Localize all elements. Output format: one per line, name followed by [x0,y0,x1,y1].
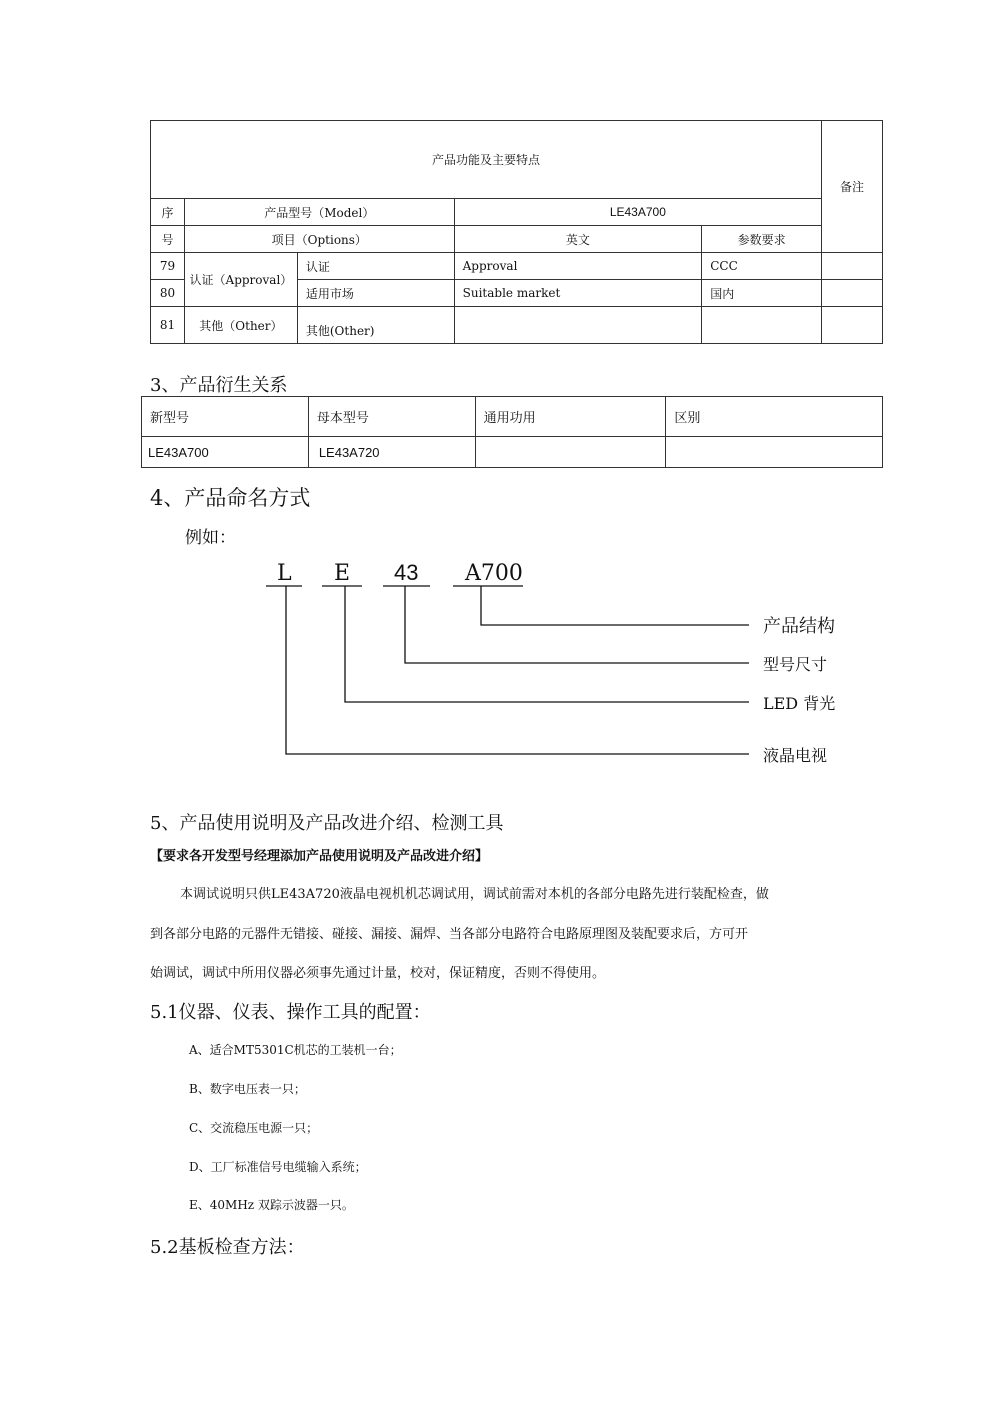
connector-lcd [286,586,749,754]
label-structure: 产品结构 [763,616,835,637]
row-item: 适用市场 [297,280,454,307]
section5-note: 【要求各开发型号经理添加产品使用说明及产品改进介绍】 [150,849,489,864]
col-new-model: 新型号 [142,397,309,437]
row-english: Approval [454,253,702,280]
list-item: B、数字电压表一只； [189,1082,306,1096]
cell-new-model: LE43A700 [142,437,309,468]
list-item: A、适合MT5301C机芯的工装机一台； [189,1043,402,1057]
col-common-function: 通用功用 [475,397,666,437]
row-no: 79 [151,253,185,280]
english-label: 英文 [454,226,702,253]
row-param: CCC [702,253,822,280]
naming-part-e: E [334,561,351,586]
label-size: 型号尺寸 [763,655,828,674]
naming-part-size: 43 [394,560,419,585]
list-item: E、40MHz 双踪示波器一只。 [189,1198,354,1212]
list-item: D、工厂标准信号电缆输入系统； [189,1160,367,1174]
param-label: 参数要求 [702,226,822,253]
row-english: Suitable market [454,280,702,307]
section52-heading: 5.2基板检查方法： [150,1237,305,1258]
naming-part-l: L [277,561,292,586]
section51-heading: 5.1仪器、仪表、操作工具的配置： [150,1002,431,1023]
cell-parent-model: LE43A720 [308,437,475,468]
row-no: 80 [151,280,185,307]
row-item: 认证 [297,253,454,280]
label-lcd: 液晶电视 [763,746,828,765]
seq-header-2: 号 [151,226,185,253]
naming-part-model: A700 [465,561,523,586]
connector-structure [481,586,749,625]
section5-para-2: 到各部分电路的元器件无错接、碰接、漏接、漏焊、当各部分电路符合电路原理图及装配要求后，方可开 [150,927,749,942]
model-value: LE43A700 [454,199,821,226]
col-difference: 区别 [666,397,883,437]
col-parent-model: 母本型号 [308,397,475,437]
seq-header-1: 序 [151,199,185,226]
label-backlight: LED 背光 [763,694,836,713]
section5-para-3: 始调试，调试中所用仪器必须事先通过计量，校对，保证精度，否则不得使用。 [150,966,606,981]
row-param: 国内 [702,280,822,307]
row-group: 认证（Approval） [184,253,297,307]
item-label: 项目（Options） [184,226,454,253]
remark-header: 备注 [822,121,883,253]
section5-para-1: 本调试说明只供LE43A720液晶电视机机芯调试用，调试前需对本机的各部分电路先进行装配检查，做 [180,887,769,902]
features-title: 产品功能及主要特点 [151,121,822,199]
row-no: 81 [151,307,185,344]
example-label: 例如： [185,528,236,548]
section5-heading: 5、产品使用说明及产品改进介绍、检测工具 [150,813,504,834]
row-group: 其他（Other） [184,307,297,344]
row-item: 其他(Other) [297,307,454,344]
list-item: C、交流稳压电源一只； [189,1121,319,1135]
section3-heading: 3、产品衍生关系 [150,375,288,396]
model-label: 产品型号（Model） [184,199,454,226]
section4-heading: 4、产品命名方式 [150,486,311,510]
